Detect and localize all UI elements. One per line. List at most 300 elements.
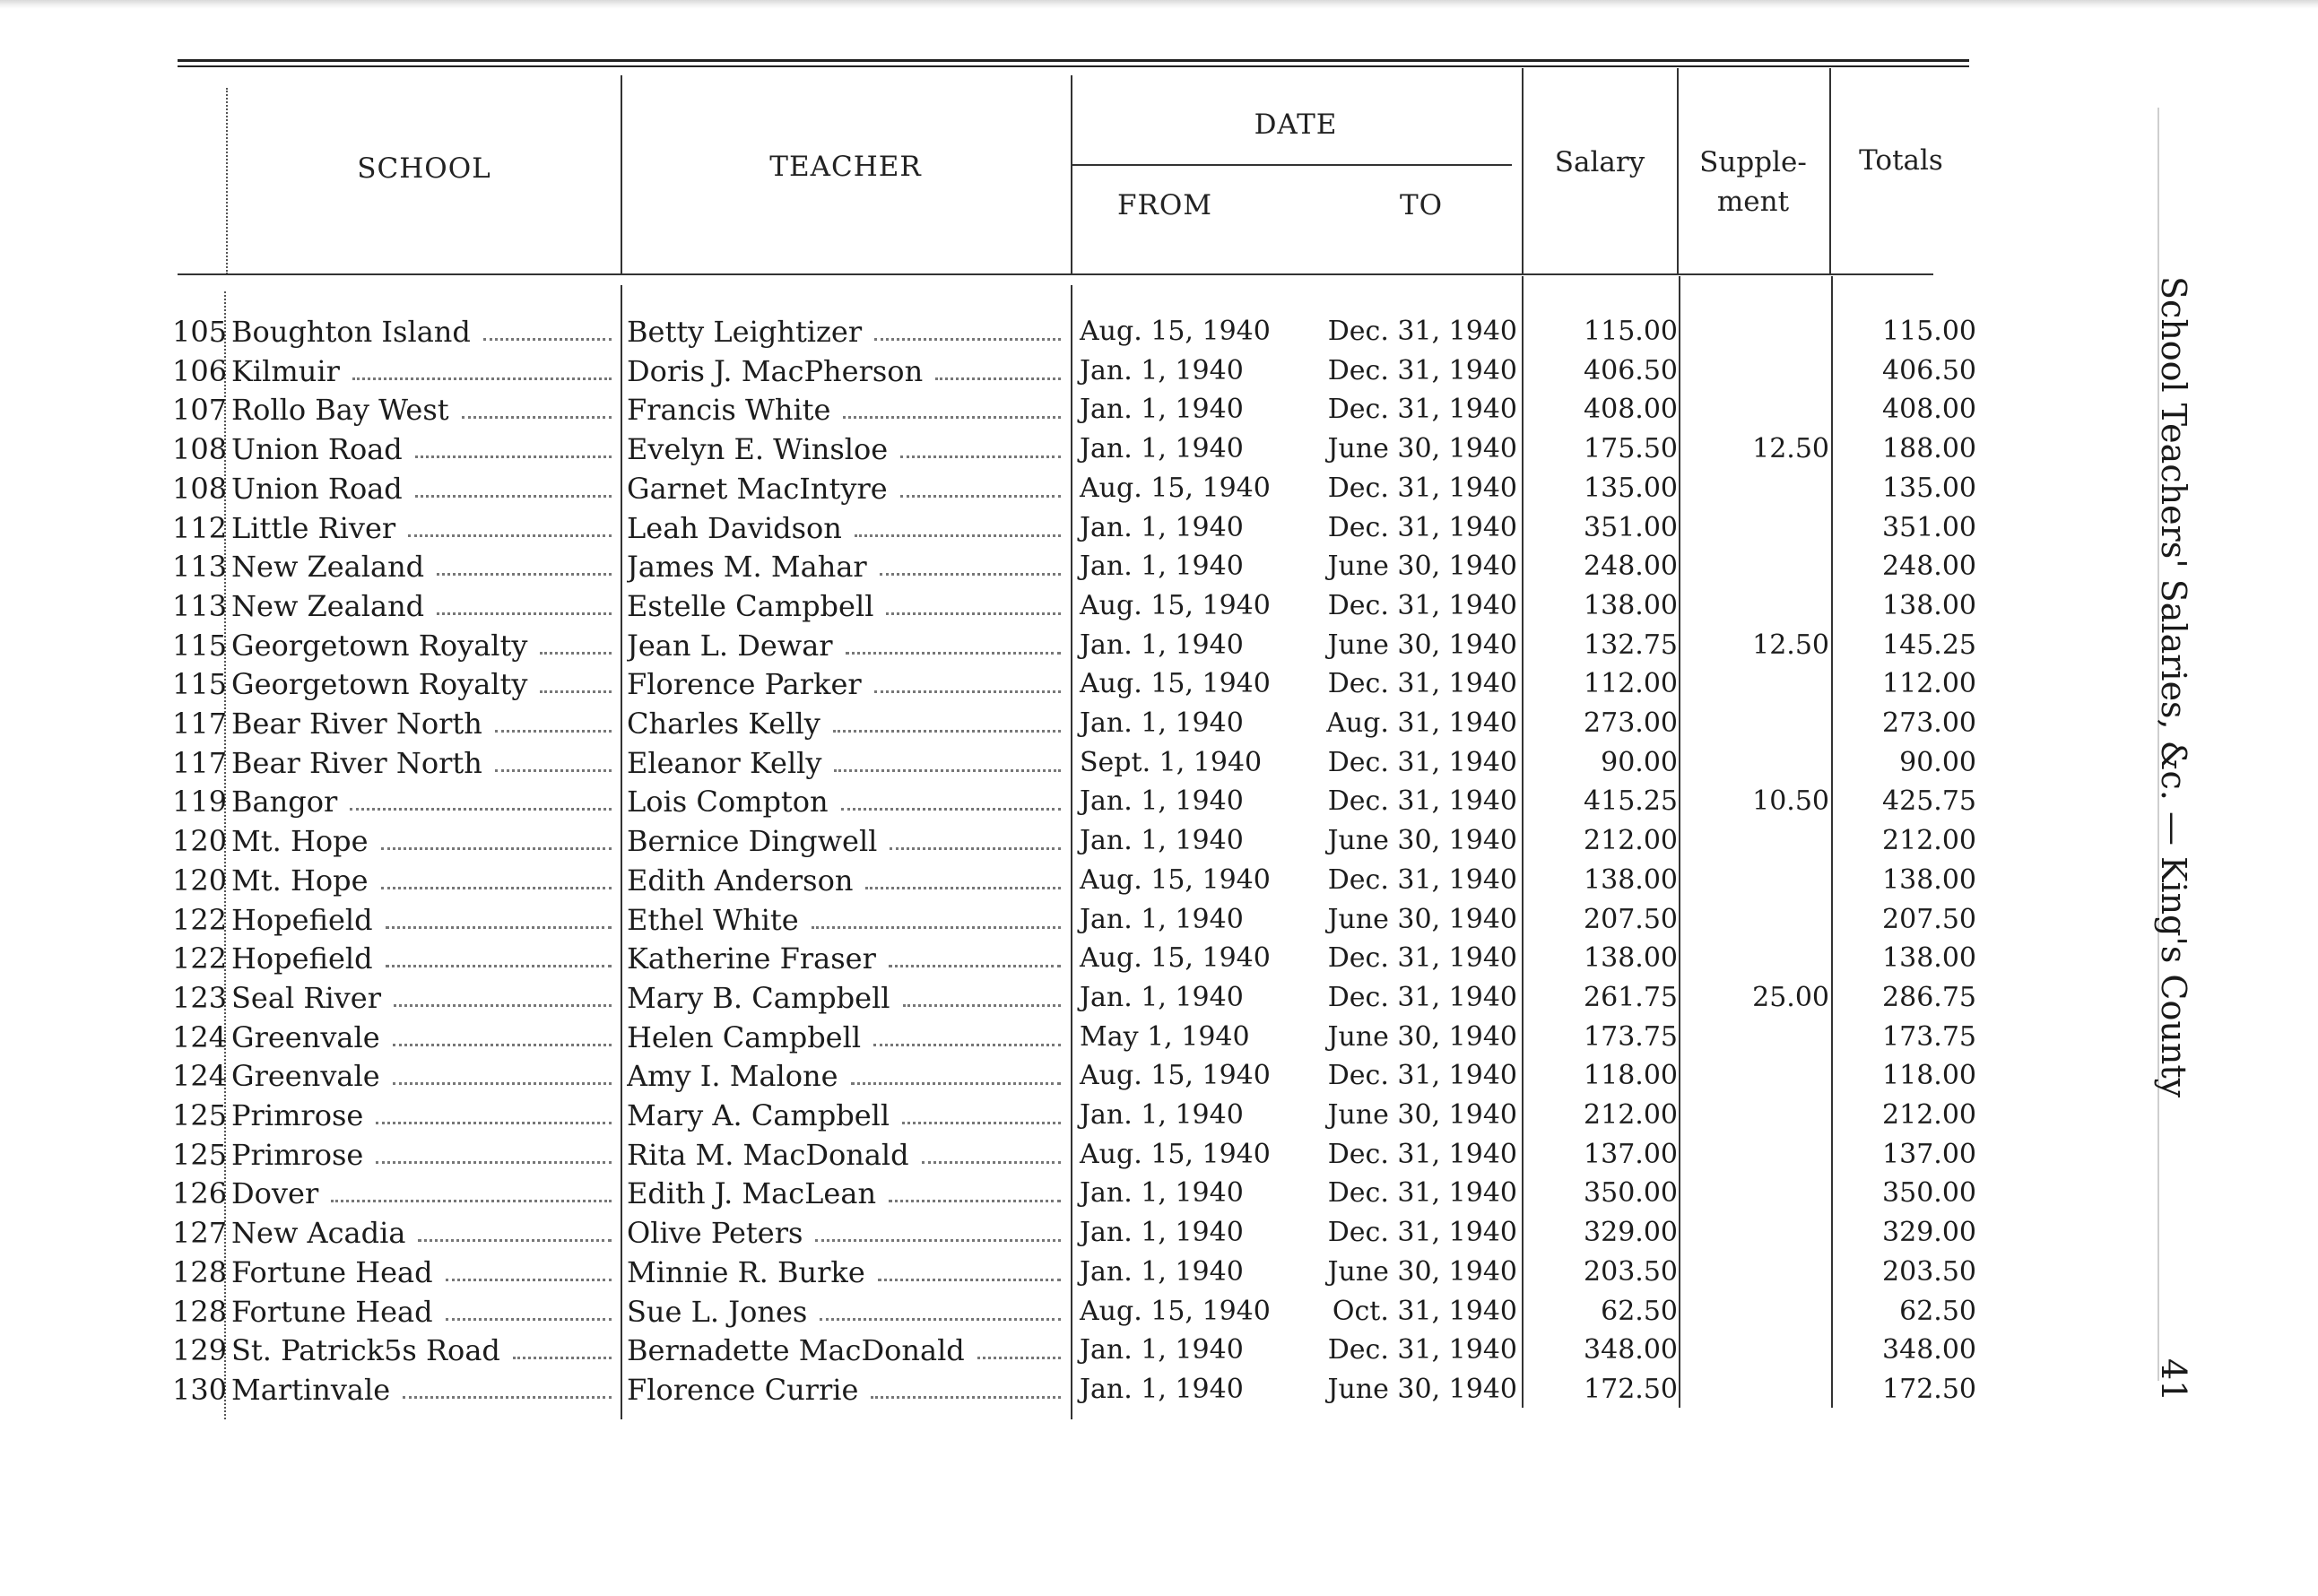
date-to: Dec. 31, 1940 (1327, 982, 1517, 1013)
school-name: Bear River North (231, 707, 482, 741)
total-amount: 188.00 (1882, 433, 1976, 464)
dot-leader (815, 1239, 1061, 1242)
table-row (0, 508, 2318, 548)
salary-amount: 112.00 (1584, 668, 1678, 699)
table-row (0, 1174, 2318, 1213)
row-number: 120 (172, 863, 228, 898)
total-amount: 138.00 (1882, 590, 1976, 621)
row-number: 122 (172, 941, 228, 976)
teacher-name: Helen Campbell (627, 1020, 862, 1054)
dot-leader (900, 455, 1061, 458)
salary-amount: 212.00 (1584, 1099, 1678, 1131)
salary-amount: 261.75 (1584, 982, 1678, 1013)
school-name: Dover (231, 1176, 319, 1210)
table-row (0, 390, 2318, 429)
total-amount: 425.75 (1882, 785, 1976, 817)
date-from: Sept. 1, 1940 (1080, 747, 1263, 778)
row-number: 122 (172, 903, 228, 937)
school-name: Bangor (231, 785, 338, 819)
date-from: Aug. 15, 1940 (1080, 316, 1271, 347)
table-row (0, 939, 2318, 978)
total-amount: 406.50 (1882, 355, 1976, 386)
date-from: Jan. 1, 1940 (1080, 1374, 1244, 1405)
teacher-name: Edith J. MacLean (627, 1176, 877, 1210)
date-from: Aug. 15, 1940 (1080, 1060, 1271, 1091)
table-row (0, 547, 2318, 586)
school-name: Bear River North (231, 746, 482, 780)
date-to: Dec. 31, 1940 (1327, 394, 1517, 425)
date-to: Dec. 31, 1940 (1327, 590, 1517, 621)
table-row (0, 1331, 2318, 1370)
date-to: Dec. 31, 1940 (1327, 1217, 1517, 1248)
date-to: Dec. 31, 1940 (1327, 473, 1517, 504)
school-name: Rollo Bay West (231, 393, 449, 427)
date-to: Dec. 31, 1940 (1327, 1334, 1517, 1366)
dot-leader (843, 416, 1061, 419)
teacher-name: Doris J. MacPherson (627, 354, 924, 388)
header-divider-num (226, 88, 228, 274)
dot-leader (418, 1239, 612, 1242)
teacher-name: Ethel White (627, 903, 799, 937)
date-from: Jan. 1, 1940 (1080, 707, 1244, 739)
teacher-name: James M. Mahar (627, 550, 867, 584)
dot-leader (871, 1396, 1061, 1399)
date-from: Jan. 1, 1940 (1080, 825, 1244, 856)
dot-leader (415, 455, 612, 458)
header-date: DATE (1254, 108, 1338, 141)
dot-leader (890, 847, 1061, 850)
dot-leader (935, 377, 1061, 380)
date-to: Dec. 31, 1940 (1327, 668, 1517, 699)
date-to: Dec. 31, 1940 (1327, 1139, 1517, 1170)
running-title: School Teachers' Salaries, &c. — King's County (2154, 276, 2193, 1098)
teacher-name: Edith Anderson (627, 863, 854, 898)
salary-amount: 351.00 (1584, 512, 1678, 543)
date-from: Aug. 15, 1940 (1080, 942, 1271, 974)
page-number: 41 (2154, 1358, 2193, 1402)
total-amount: 118.00 (1882, 1060, 1976, 1091)
school-name: Primrose (231, 1098, 364, 1132)
salary-amount: 118.00 (1584, 1060, 1678, 1091)
date-to: Oct. 31, 1940 (1332, 1296, 1517, 1327)
school-name: Little River (231, 511, 396, 545)
salary-amount: 62.50 (1601, 1296, 1678, 1327)
row-number: 130 (172, 1373, 228, 1407)
salary-amount: 348.00 (1584, 1334, 1678, 1366)
school-name: Georgetown Royalty (231, 629, 528, 663)
salary-amount: 137.00 (1584, 1139, 1678, 1170)
teacher-name: Leah Davidson (627, 511, 842, 545)
row-number: 127 (172, 1216, 228, 1250)
dot-leader (900, 495, 1061, 498)
total-amount: 138.00 (1882, 942, 1976, 974)
total-amount: 273.00 (1882, 707, 1976, 739)
header-teacher: TEACHER (769, 151, 922, 183)
teacher-name: Sue L. Jones (627, 1295, 808, 1329)
row-number: 125 (172, 1098, 228, 1132)
row-number: 108 (172, 472, 228, 506)
school-name: Union Road (231, 472, 403, 506)
header-to: TO (1399, 189, 1444, 221)
total-amount: 62.50 (1899, 1296, 1976, 1327)
teacher-name: Lois Compton (627, 785, 829, 819)
table-row (0, 1292, 2318, 1331)
total-amount: 115.00 (1882, 316, 1976, 347)
table-row (0, 626, 2318, 665)
school-name: Martinvale (231, 1373, 391, 1407)
total-amount: 145.25 (1882, 629, 1976, 661)
teacher-name: Evelyn E. Winsloe (627, 432, 889, 466)
row-number: 113 (172, 589, 228, 623)
supplement-amount: 25.00 (1752, 982, 1829, 1013)
row-number: 119 (172, 785, 228, 819)
dot-leader (381, 887, 612, 889)
school-name: Kilmuir (231, 354, 340, 388)
date-from: Jan. 1, 1940 (1080, 982, 1244, 1013)
teacher-name: Garnet MacIntyre (627, 472, 888, 506)
total-amount: 112.00 (1882, 668, 1976, 699)
row-number: 128 (172, 1255, 228, 1289)
dot-leader (880, 573, 1061, 576)
row-number: 124 (172, 1020, 228, 1054)
dot-leader (408, 534, 612, 537)
date-to: Dec. 31, 1940 (1327, 864, 1517, 896)
salary-amount: 132.75 (1584, 629, 1678, 661)
header-supplement-line2: ment (1716, 186, 1790, 218)
date-to: Dec. 31, 1940 (1327, 785, 1517, 817)
dot-leader (540, 652, 612, 655)
total-amount: 90.00 (1899, 747, 1976, 778)
dot-leader (376, 1161, 612, 1164)
salary-amount: 329.00 (1584, 1217, 1678, 1248)
table-row (0, 586, 2318, 626)
school-name: Mt. Hope (231, 824, 369, 858)
dot-leader (889, 965, 1061, 967)
scan-edge (0, 0, 2318, 9)
school-name: New Zealand (231, 550, 425, 584)
total-amount: 248.00 (1882, 551, 1976, 582)
teacher-name: Bernadette MacDonald (627, 1333, 965, 1367)
teacher-name: Florence Parker (627, 667, 862, 701)
date-from: Jan. 1, 1940 (1080, 904, 1244, 935)
row-number: 126 (172, 1176, 228, 1210)
total-amount: 173.75 (1882, 1021, 1976, 1053)
date-from: Aug. 15, 1940 (1080, 1139, 1271, 1170)
header-totals: Totals (1859, 144, 1943, 177)
dot-leader (381, 847, 612, 850)
date-from: Jan. 1, 1940 (1080, 512, 1244, 543)
dot-leader (376, 1122, 612, 1124)
dot-leader (841, 808, 1061, 811)
school-name: Boughton Island (231, 315, 471, 349)
header-divider-date (1522, 68, 1524, 274)
date-from: Jan. 1, 1940 (1080, 355, 1244, 386)
dot-leader (812, 926, 1061, 929)
row-number: 106 (172, 354, 228, 388)
salary-amount: 207.50 (1584, 904, 1678, 935)
dot-leader (820, 1318, 1061, 1321)
header-supplement-line1: Supple- (1699, 146, 1807, 178)
dot-leader (331, 1200, 612, 1202)
date-from: Jan. 1, 1940 (1080, 1217, 1244, 1248)
dot-leader (393, 1082, 612, 1085)
date-from: Aug. 15, 1940 (1080, 668, 1271, 699)
dot-leader (513, 1357, 612, 1359)
date-from: Jan. 1, 1940 (1080, 1177, 1244, 1209)
table-row (0, 1096, 2318, 1135)
table-row (0, 900, 2318, 940)
date-from: Jan. 1, 1940 (1080, 785, 1244, 817)
salary-amount: 172.50 (1584, 1374, 1678, 1405)
teacher-name: Estelle Campbell (627, 589, 874, 623)
school-name: Hopefield (231, 903, 373, 937)
salary-amount: 173.75 (1584, 1021, 1678, 1053)
dot-leader (437, 573, 612, 576)
dot-leader (834, 769, 1061, 772)
teacher-name: Katherine Fraser (627, 941, 876, 976)
date-to: June 30, 1940 (1327, 904, 1517, 935)
row-number: 107 (172, 393, 228, 427)
dot-leader (352, 377, 612, 380)
dot-leader (902, 1122, 1061, 1124)
row-number: 108 (172, 432, 228, 466)
row-number: 125 (172, 1138, 228, 1172)
table-row (0, 469, 2318, 508)
teacher-name: Bernice Dingwell (627, 824, 878, 858)
teacher-name: Betty Leightizer (627, 315, 863, 349)
date-to: Dec. 31, 1940 (1327, 1177, 1517, 1209)
row-number: 117 (172, 707, 228, 741)
dot-leader (874, 338, 1061, 341)
total-amount: 286.75 (1882, 982, 1976, 1013)
row-number: 129 (172, 1333, 228, 1367)
dot-leader (386, 926, 612, 929)
supplement-amount: 12.50 (1752, 433, 1829, 464)
school-name: Hopefield (231, 941, 373, 976)
teacher-name: Mary A. Campbell (627, 1098, 890, 1132)
salary-amount: 350.00 (1584, 1177, 1678, 1209)
table-row (0, 1370, 2318, 1410)
table-row (0, 743, 2318, 783)
table-row (0, 861, 2318, 900)
header-salary: Salary (1554, 146, 1645, 178)
total-amount: 172.50 (1882, 1374, 1976, 1405)
header-from: FROM (1116, 189, 1212, 221)
row-number: 115 (172, 629, 228, 663)
table-top-rule (178, 59, 1969, 67)
row-number: 128 (172, 1295, 228, 1329)
date-from: Jan. 1, 1940 (1080, 629, 1244, 661)
date-to: Dec. 31, 1940 (1327, 747, 1517, 778)
table-row (0, 429, 2318, 469)
date-header-rule (1072, 164, 1512, 166)
teacher-name: Eleanor Kelly (627, 746, 822, 780)
total-amount: 408.00 (1882, 394, 1976, 425)
dot-leader (403, 1396, 612, 1399)
table-row (0, 1018, 2318, 1057)
teacher-name: Minnie R. Burke (627, 1255, 865, 1289)
dot-leader (495, 769, 612, 772)
dot-leader (977, 1357, 1061, 1359)
supplement-amount: 10.50 (1752, 785, 1829, 817)
salary-amount: 406.50 (1584, 355, 1678, 386)
row-number: 112 (172, 511, 228, 545)
row-number: 117 (172, 746, 228, 780)
date-to: June 30, 1940 (1327, 1021, 1517, 1053)
school-name: Seal River (231, 981, 381, 1015)
salary-amount: 138.00 (1584, 942, 1678, 974)
teacher-name: Francis White (627, 393, 831, 427)
dot-leader (865, 887, 1061, 889)
school-name: Greenvale (231, 1020, 380, 1054)
teacher-name: Mary B. Campbell (627, 981, 890, 1015)
school-name: Greenvale (231, 1059, 380, 1093)
dot-leader (495, 730, 612, 733)
date-to: June 30, 1940 (1327, 1374, 1517, 1405)
dot-leader (386, 965, 612, 967)
row-number: 115 (172, 667, 228, 701)
date-to: June 30, 1940 (1327, 1099, 1517, 1131)
school-name: St. Patrick5s Road (231, 1333, 500, 1367)
table-row (0, 351, 2318, 391)
teacher-name: Florence Currie (627, 1373, 859, 1407)
total-amount: 212.00 (1882, 1099, 1976, 1131)
salary-amount: 138.00 (1584, 864, 1678, 896)
date-from: Jan. 1, 1940 (1080, 1099, 1244, 1131)
header-divider-school (621, 75, 622, 274)
teacher-name: Charles Kelly (627, 707, 820, 741)
row-number: 124 (172, 1059, 228, 1093)
dot-leader (855, 534, 1061, 537)
salary-amount: 115.00 (1584, 316, 1678, 347)
teacher-name: Olive Peters (627, 1216, 803, 1250)
table-row (0, 821, 2318, 861)
date-to: Dec. 31, 1940 (1327, 512, 1517, 543)
school-name: Fortune Head (231, 1255, 433, 1289)
dot-leader (462, 416, 612, 419)
date-from: Aug. 15, 1940 (1080, 473, 1271, 504)
date-to: June 30, 1940 (1327, 551, 1517, 582)
date-to: Dec. 31, 1940 (1327, 1060, 1517, 1091)
table-row (0, 978, 2318, 1018)
dot-leader (903, 1004, 1061, 1007)
date-to: Dec. 31, 1940 (1327, 355, 1517, 386)
date-to: June 30, 1940 (1327, 433, 1517, 464)
table-row (0, 1213, 2318, 1253)
dot-leader (394, 1004, 612, 1007)
dot-leader (922, 1161, 1061, 1164)
dot-leader (874, 690, 1061, 693)
school-name: Fortune Head (231, 1295, 433, 1329)
date-from: Aug. 15, 1940 (1080, 590, 1271, 621)
dot-leader (446, 1279, 612, 1281)
dot-leader (833, 730, 1061, 733)
school-name: Georgetown Royalty (231, 667, 528, 701)
total-amount: 207.50 (1882, 904, 1976, 935)
salary-amount: 415.25 (1584, 785, 1678, 817)
table-row (0, 664, 2318, 704)
date-from: Aug. 15, 1940 (1080, 864, 1271, 896)
table-row (0, 1253, 2318, 1292)
dot-leader (878, 1279, 1061, 1281)
total-amount: 329.00 (1882, 1217, 1976, 1248)
row-number: 120 (172, 824, 228, 858)
salary-amount: 135.00 (1584, 473, 1678, 504)
date-from: Jan. 1, 1940 (1080, 551, 1244, 582)
salary-amount: 90.00 (1601, 747, 1678, 778)
row-number: 105 (172, 315, 228, 349)
header-school: SCHOOL (357, 152, 491, 185)
date-from: Jan. 1, 1940 (1080, 1256, 1244, 1288)
salary-amount: 175.50 (1584, 433, 1678, 464)
total-amount: 137.00 (1882, 1139, 1976, 1170)
school-name: New Acadia (231, 1216, 406, 1250)
teacher-name: Amy I. Malone (627, 1059, 838, 1093)
total-amount: 350.00 (1882, 1177, 1976, 1209)
total-amount: 138.00 (1882, 864, 1976, 896)
table-row (0, 1056, 2318, 1096)
dot-leader (540, 690, 612, 693)
dot-leader (446, 1318, 612, 1321)
dot-leader (886, 612, 1061, 615)
date-from: Jan. 1, 1940 (1080, 1334, 1244, 1366)
table-row (0, 312, 2318, 351)
date-to: June 30, 1940 (1327, 629, 1517, 661)
teacher-name: Rita M. MacDonald (627, 1138, 909, 1172)
supplement-amount: 12.50 (1752, 629, 1829, 661)
dot-leader (846, 652, 1061, 655)
table-row (0, 782, 2318, 821)
school-name: Union Road (231, 432, 403, 466)
header-bottom-rule (178, 273, 1933, 275)
row-number: 123 (172, 981, 228, 1015)
dot-leader (483, 338, 612, 341)
salary-amount: 212.00 (1584, 825, 1678, 856)
school-name: Primrose (231, 1138, 364, 1172)
school-name: Mt. Hope (231, 863, 369, 898)
date-from: May 1, 1940 (1080, 1021, 1250, 1053)
dot-leader (889, 1200, 1061, 1202)
table-row (0, 704, 2318, 743)
table-row (0, 1135, 2318, 1175)
total-amount: 212.00 (1882, 825, 1976, 856)
dot-leader (851, 1082, 1061, 1085)
date-to: June 30, 1940 (1327, 1256, 1517, 1288)
date-from: Jan. 1, 1940 (1080, 394, 1244, 425)
salary-amount: 408.00 (1584, 394, 1678, 425)
date-to: Aug. 31, 1940 (1326, 707, 1517, 739)
date-to: Dec. 31, 1940 (1327, 316, 1517, 347)
school-name: New Zealand (231, 589, 425, 623)
salary-amount: 273.00 (1584, 707, 1678, 739)
salary-amount: 138.00 (1584, 590, 1678, 621)
date-to: June 30, 1940 (1327, 825, 1517, 856)
dot-leader (415, 495, 612, 498)
dot-leader (437, 612, 612, 615)
dot-leader (873, 1044, 1061, 1046)
salary-amount: 248.00 (1584, 551, 1678, 582)
date-to: Dec. 31, 1940 (1327, 942, 1517, 974)
dot-leader (393, 1044, 612, 1046)
teacher-name: Jean L. Dewar (627, 629, 833, 663)
date-from: Jan. 1, 1940 (1080, 433, 1244, 464)
total-amount: 351.00 (1882, 512, 1976, 543)
total-amount: 348.00 (1882, 1334, 1976, 1366)
row-number: 113 (172, 550, 228, 584)
total-amount: 203.50 (1882, 1256, 1976, 1288)
dot-leader (350, 808, 612, 811)
date-from: Aug. 15, 1940 (1080, 1296, 1271, 1327)
